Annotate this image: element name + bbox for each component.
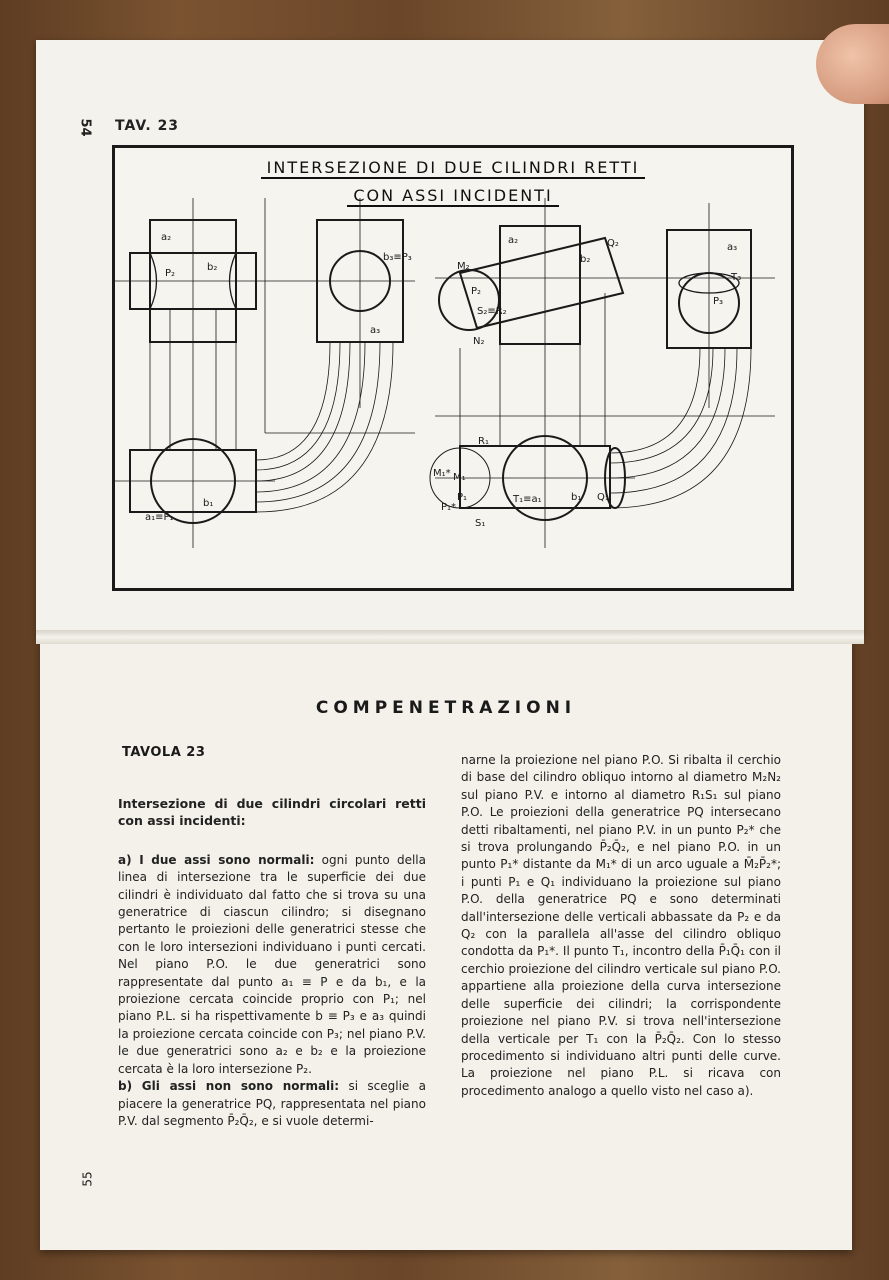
svg-text:S₂≡R₂: S₂≡R₂ bbox=[477, 306, 507, 317]
svg-text:a₃: a₃ bbox=[370, 325, 381, 336]
svg-text:P₁*: P₁* bbox=[441, 502, 457, 513]
top-page-number: 54 bbox=[77, 118, 93, 137]
svg-text:M₁: M₁ bbox=[453, 472, 466, 483]
paragraph-a-label: a) I due assi sono normali: bbox=[118, 852, 315, 867]
drawing-title-line1: INTERSEZIONE DI DUE CILINDRI RETTI bbox=[115, 158, 791, 177]
right-figure-oblique-axes bbox=[430, 198, 775, 548]
svg-text:b₃≡P₃: b₃≡P₃ bbox=[383, 252, 412, 263]
svg-text:M₁*: M₁* bbox=[433, 468, 451, 479]
svg-text:a₁≡P₁: a₁≡P₁ bbox=[145, 512, 174, 523]
cylinder-intersection-drawing bbox=[115, 148, 791, 588]
svg-text:b₂: b₂ bbox=[580, 254, 591, 265]
paragraph-a-text: ogni punto della linea di intersezione tra le superficie dei due cilindri è individuato dal fatto che si trova su una generatrice di ciascun cilindro; si disegnano pertanto le proiezioni delle generatrici stesse che con le loro intersezioni individuano i punti cercati. Nel piano P.O. le due generatrici sono rappresentate dal punto a₁ ≡ P e da b₁, e la proiezione cercata coincide proprio con P₁; nel piano P.L. si ha rispettivamente b ≡ P₃ e a₃ quindi la proiezione cercata coincide con P₃; nel piano P.V. le due generatrici sono a₂ e b₂ e la proiezione cercata è la loro intersezione P₂. bbox=[118, 852, 426, 1076]
right-text-column: narne la proiezione nel piano P.O. Si ribalta il cerchio di base del cilindro obliquo intorno al diametro M₂N₂ sul piano P.V. e intorno al diametro R₁S₁ sul piano P.O. Le proiezioni della generatrice PQ intersecano detti ribaltamenti, nel piano P.V. in un punto P₂* che si trova prolungando P̄₂Q̄₂, e nel piano P.O. in un punto P₁* distante da M₁* di un arco uguale a M̄₂P̄₂*; i punti P₁ e Q₁ individuano la proiezione sul piano P.O. della generatrice PQ e sono determinati dall'intersezione delle verticali abbassate da P₂ e da Q₂ con la parallela all'asse del cilindro obliquo condotta da P₁*. Il punto T₁, incontro della P̄₁Q̄₁ con il cerchio proiezione del cilindro verticale sul piano P.O. appartiene alla proiezione della curva intersezione delle superficie dei cilindri; la corrispondente proiezione nel piano P.V. si trova nell'intersezione della verticale per T₁ con la P̄₂Q̄₂. Con lo stesso procedimento si individuano altri punti delle curve. La proiezione nel piano P.L. si ricava con procedimento analogo a quello visto nel caso a). bbox=[461, 753, 781, 1098]
tavola-label: TAVOLA 23 bbox=[122, 745, 206, 760]
left-text-column bbox=[118, 795, 426, 1130]
paragraph-b-text: si sceglie a piacere la generatrice PQ, rappresentata nel piano P.V. dal segmento P̄₂Q̄₂, e si vuole determi- bbox=[118, 1079, 426, 1128]
paragraph-a bbox=[118, 852, 426, 1078]
paragraph-b-label: b) Gli assi non sono normali: bbox=[118, 1079, 340, 1094]
svg-text:P₂: P₂ bbox=[471, 286, 482, 297]
left-figure-normal-axes bbox=[115, 198, 415, 548]
technical-drawing-frame bbox=[112, 145, 794, 591]
svg-text:T₁≡a₁: T₁≡a₁ bbox=[513, 494, 542, 505]
svg-text:P₂: P₂ bbox=[165, 268, 176, 279]
svg-text:b₂: b₂ bbox=[207, 262, 218, 273]
svg-text:M₂: M₂ bbox=[457, 261, 470, 272]
drawing-title-line2: CON ASSI INCIDENTI bbox=[115, 186, 791, 205]
svg-text:P₃: P₃ bbox=[713, 296, 724, 307]
svg-text:Q₁: Q₁ bbox=[597, 492, 609, 503]
svg-text:P₁: P₁ bbox=[457, 492, 468, 503]
svg-text:Q₂: Q₂ bbox=[607, 238, 619, 249]
chapter-heading: COMPENETRAZIONI bbox=[315, 698, 577, 718]
svg-text:b₁: b₁ bbox=[203, 498, 214, 509]
svg-text:b₁: b₁ bbox=[571, 492, 582, 503]
svg-text:S₁: S₁ bbox=[475, 518, 486, 529]
plate-label: TAV. 23 bbox=[115, 118, 180, 134]
svg-text:a₂: a₂ bbox=[161, 232, 172, 243]
svg-text:R₁: R₁ bbox=[478, 436, 489, 447]
svg-text:T₃: T₃ bbox=[731, 272, 742, 283]
svg-text:N₂: N₂ bbox=[473, 336, 485, 347]
paragraph-b bbox=[118, 1078, 426, 1130]
thumb-holding-page bbox=[816, 24, 889, 104]
svg-text:a₂: a₂ bbox=[508, 235, 519, 246]
bottom-page-number: 55 bbox=[80, 1171, 95, 1187]
section-subtitle: Intersezione di due cilindri circolari retti con assi incidenti: bbox=[118, 796, 426, 829]
book-gutter bbox=[36, 630, 864, 644]
svg-text:a₃: a₃ bbox=[727, 242, 738, 253]
